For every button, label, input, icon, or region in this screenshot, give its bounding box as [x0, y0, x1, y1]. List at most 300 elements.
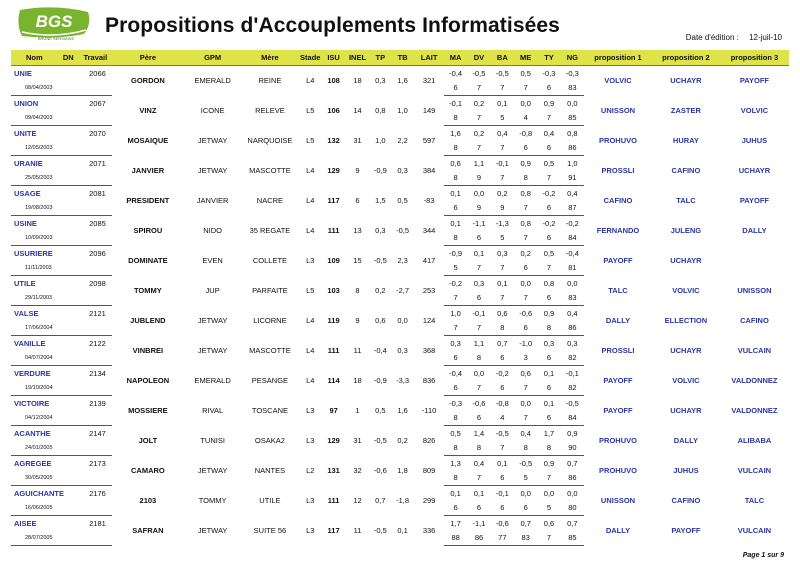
ba-score-cell: 7: [491, 440, 514, 456]
ba-score-cell: 7: [491, 170, 514, 186]
ma-value-cell: 1,7: [450, 518, 461, 528]
ng-value-cell: 0,0: [567, 488, 578, 498]
ba-score-cell: 7: [491, 140, 514, 156]
travail-cell: 2121: [89, 308, 106, 318]
proposition-3-cell: UNISSON: [737, 286, 772, 295]
lait-cell: 368: [422, 346, 436, 355]
travail-cell: 2139: [89, 398, 106, 408]
tb-cell: 0,3: [397, 346, 408, 355]
proposition-2-cell: UCHAYR: [670, 406, 702, 415]
edition-label: Date d'édition :: [685, 33, 739, 42]
dv-score-cell: 8: [467, 440, 490, 456]
ty-value-cell: -0,2: [542, 218, 556, 228]
tp-cell: -0,5: [373, 256, 387, 265]
col-header: DN: [58, 50, 79, 66]
ng-score-cell: 82: [561, 350, 584, 366]
mere-cell: PESANGE: [251, 376, 289, 385]
tb-cell: -3,3: [396, 376, 410, 385]
dv-score-cell: 9: [467, 170, 490, 186]
me-score-cell: 7: [514, 230, 537, 246]
dv-value-cell: 0,4: [473, 458, 485, 468]
proposition-2-cell: UCHAYR: [670, 76, 702, 86]
gpm-cell: JETWAY: [197, 316, 228, 325]
ba-value-cell: -0,6: [495, 518, 509, 528]
proposition-1-cell: FERNANDO: [596, 226, 640, 235]
inel-cell: 12: [353, 496, 362, 505]
col-header: ISU: [322, 50, 345, 66]
proposition-1-cell: DALLY: [605, 526, 631, 535]
proposition-3-cell: VOLVIC: [740, 106, 769, 115]
dv-value-cell: 0,3: [473, 278, 485, 288]
dv-value-cell: 1,1: [473, 338, 485, 348]
nom-cell: VALSE: [14, 308, 39, 318]
travail-cell: 2070: [89, 128, 106, 138]
pere-cell: MOSAIQUE: [127, 136, 169, 145]
ba-value-cell: -1,3: [495, 218, 509, 228]
ng-score-cell: 84: [561, 410, 584, 426]
stade-cell: L4: [306, 226, 315, 235]
nom-cell: UNITE: [14, 128, 37, 138]
proposition-1-cell: VOLVIC: [604, 76, 632, 86]
nom-cell: UNION: [14, 98, 39, 108]
ma-value-cell: -0,9: [449, 248, 463, 258]
me-value-cell: 0,8: [520, 188, 531, 198]
ty-score-cell: 7: [537, 170, 560, 186]
birth-date-cell: 10/09/2003: [11, 230, 112, 246]
travail-cell: 2176: [89, 488, 106, 498]
nom-cell: VERDURE: [14, 368, 51, 378]
inel-cell: 1: [355, 406, 360, 415]
ty-value-cell: 0,1: [543, 368, 555, 378]
me-value-cell: 0,7: [520, 518, 531, 528]
dv-score-cell: 7: [467, 80, 490, 96]
stade-cell: L4: [306, 166, 315, 175]
pere-cell: DOMINATE: [128, 256, 168, 265]
me-score-cell: 6: [514, 260, 537, 276]
pere-cell: JANVIER: [131, 166, 165, 175]
tp-cell: -0,9: [373, 166, 387, 175]
col-header: BA: [491, 50, 514, 66]
proposition-2-cell: JULENG: [670, 226, 702, 235]
col-header: MA: [444, 50, 467, 66]
inel-cell: 9: [355, 166, 360, 175]
stade-cell: L3: [306, 436, 315, 445]
dv-value-cell: -0,1: [472, 308, 486, 318]
ma-value-cell: 0,6: [450, 158, 461, 168]
pere-cell: CAMARO: [131, 466, 165, 475]
stade-cell: L4: [306, 376, 315, 385]
ty-score-cell: 7: [537, 470, 560, 486]
ng-value-cell: 1,0: [567, 158, 578, 168]
tp-cell: -0,5: [373, 436, 387, 445]
isu-cell: 103: [327, 286, 340, 295]
ty-value-cell: 0,9: [543, 308, 555, 318]
table-row: [11, 366, 789, 381]
dv-value-cell: 0,1: [473, 248, 485, 258]
ma-score-cell: 6: [444, 350, 467, 366]
table-row: [11, 456, 789, 471]
me-value-cell: 0,9: [520, 158, 531, 168]
pere-cell: NAPOLEON: [126, 376, 170, 385]
me-value-cell: 0,2: [520, 248, 531, 258]
me-value-cell: 0,4: [520, 428, 531, 438]
pere-cell: VINBREI: [132, 346, 164, 355]
pere-cell: TOMMY: [133, 286, 162, 295]
ba-score-cell: 6: [491, 470, 514, 486]
dv-value-cell: 0,0: [473, 188, 485, 198]
ma-score-cell: 6: [444, 380, 467, 396]
col-header: INEL: [345, 50, 369, 66]
ma-value-cell: 0,5: [450, 428, 461, 438]
nom-cell: URANIE: [14, 158, 43, 168]
isu-cell: 109: [327, 256, 340, 265]
ty-score-cell: 7: [537, 260, 560, 276]
mere-cell: NANTES: [254, 466, 286, 475]
ty-score-cell: 6: [537, 80, 560, 96]
ty-value-cell: 0,1: [543, 398, 555, 408]
ma-value-cell: -0,1: [449, 98, 463, 108]
mere-cell: OSAKA2: [254, 436, 285, 445]
ty-value-cell: 0,5: [543, 158, 555, 168]
lait-cell: 826: [422, 436, 436, 445]
col-header: TB: [391, 50, 414, 66]
gpm-cell: JETWAY: [197, 136, 228, 145]
table-body: [11, 66, 789, 546]
isu-cell: 131: [327, 466, 340, 475]
tb-cell: -2,7: [396, 286, 410, 295]
nom-cell: USAGE: [14, 188, 41, 198]
ng-value-cell: -0,3: [565, 68, 579, 78]
proposition-3-cell: VALDONNEZ: [731, 376, 778, 385]
ng-value-cell: 0,3: [567, 338, 578, 348]
ma-value-cell: 0,1: [450, 488, 461, 498]
proposition-2-cell: ELLECTION: [664, 316, 708, 325]
ma-value-cell: -0,4: [449, 368, 463, 378]
ty-score-cell: 6: [537, 200, 560, 216]
birth-date-cell: 16/06/2005: [11, 500, 112, 516]
proposition-2-cell: DALLY: [673, 436, 699, 445]
dv-value-cell: 0,2: [473, 98, 485, 108]
birth-date-cell: 19/10/2004: [11, 380, 112, 396]
tp-cell: 1,0: [375, 136, 386, 145]
table-row: [11, 276, 789, 291]
ty-score-cell: 6: [537, 350, 560, 366]
me-value-cell: -0,5: [519, 458, 533, 468]
gpm-cell: JUP: [205, 286, 220, 295]
proposition-2-cell: JUHUS: [673, 466, 699, 475]
dv-score-cell: 7: [467, 260, 490, 276]
dv-value-cell: -1,1: [472, 218, 486, 228]
pere-cell: JOLT: [138, 436, 158, 445]
stade-cell: L4: [306, 76, 315, 86]
table-row: [11, 396, 789, 411]
birth-date-cell: 09/04/2003: [11, 110, 112, 126]
gpm-cell: JETWAY: [197, 346, 228, 355]
proposition-1-cell: PROSSLI: [601, 166, 635, 175]
lait-cell: 344: [422, 226, 436, 235]
proposition-1-cell: PAYOFF: [603, 406, 633, 415]
stade-cell: L3: [306, 256, 315, 265]
proposition-1-cell: DALLY: [605, 316, 631, 325]
ba-score-cell: 4: [491, 410, 514, 426]
mere-cell: TOSCANE: [251, 406, 288, 415]
ba-value-cell: 0,1: [497, 98, 508, 108]
proposition-3-cell: PAYOFF: [739, 196, 770, 205]
gpm-cell: JETWAY: [197, 466, 228, 475]
proposition-2-cell: VOLVIC: [672, 376, 700, 385]
travail-cell: 2096: [89, 248, 106, 258]
ng-score-cell: 91: [561, 170, 584, 186]
table-row: [11, 156, 789, 171]
me-score-cell: 7: [514, 290, 537, 306]
ba-score-cell: 6: [491, 500, 514, 516]
travail-cell: 2173: [89, 458, 106, 468]
isu-cell: 129: [327, 166, 340, 175]
ba-value-cell: 0,6: [497, 308, 508, 318]
ma-value-cell: 1,6: [450, 128, 461, 138]
isu-cell: 111: [327, 226, 340, 235]
table-row: [11, 486, 789, 501]
ng-value-cell: -0,5: [565, 398, 579, 408]
dv-score-cell: 7: [467, 320, 490, 336]
lait-cell: 299: [422, 496, 436, 505]
me-value-cell: -0,8: [519, 128, 533, 138]
col-header: Père: [112, 50, 184, 66]
ng-score-cell: 86: [561, 320, 584, 336]
nom-cell: USURIERE: [14, 248, 53, 258]
ty-value-cell: 0,6: [543, 518, 555, 528]
lait-cell: 597: [422, 136, 436, 145]
travail-cell: 2134: [89, 368, 106, 378]
dv-value-cell: 1,4: [473, 428, 485, 438]
dv-value-cell: 0,0: [473, 368, 485, 378]
me-score-cell: 3: [514, 350, 537, 366]
table-row: [11, 336, 789, 351]
ng-value-cell: -0,4: [565, 248, 579, 258]
ng-score-cell: 83: [561, 290, 584, 306]
tb-cell: 2,3: [397, 256, 408, 265]
pere-cell: JUBLEND: [130, 316, 166, 325]
me-value-cell: -0,6: [519, 308, 533, 318]
ty-value-cell: 0,8: [543, 278, 555, 288]
ma-score-cell: 7: [444, 320, 467, 336]
ty-score-cell: 7: [537, 110, 560, 126]
ba-value-cell: 0,7: [497, 338, 508, 348]
table-row: [11, 516, 789, 531]
ba-score-cell: 5: [491, 230, 514, 246]
isu-cell: 117: [327, 526, 340, 535]
ba-value-cell: -0,8: [495, 398, 509, 408]
stade-cell: L4: [306, 346, 315, 355]
inel-cell: 31: [353, 136, 362, 145]
ng-value-cell: 0,0: [567, 278, 578, 288]
col-header: NG: [561, 50, 584, 66]
proposition-2-cell: UCHAYR: [670, 256, 702, 265]
lait-cell: 321: [422, 76, 436, 86]
tp-cell: 1,5: [375, 196, 386, 205]
lait-cell: 149: [422, 106, 436, 115]
ty-score-cell: 5: [537, 500, 560, 516]
ma-score-cell: 6: [444, 200, 467, 216]
proposition-3-cell: VULCAIN: [737, 466, 772, 475]
dv-score-cell: 7: [467, 380, 490, 396]
ty-value-cell: 0,3: [543, 338, 555, 348]
mere-cell: UTILE: [259, 496, 281, 505]
col-header: LAIT: [414, 50, 444, 66]
travail-cell: 2071: [89, 158, 106, 168]
col-header: Nom: [11, 50, 58, 66]
proposition-3-cell: PAYOFF: [739, 76, 770, 86]
me-score-cell: 7: [514, 380, 537, 396]
dv-score-cell: 7: [467, 110, 490, 126]
birth-date-cell: 12/05/2003: [11, 140, 112, 156]
ma-value-cell: 0,3: [450, 338, 461, 348]
dv-value-cell: 0,1: [473, 488, 485, 498]
gpm-cell: JETWAY: [197, 166, 228, 175]
birth-date-cell: 19/08/2003: [11, 200, 112, 216]
proposition-3-cell: VULCAIN: [737, 346, 772, 355]
ty-value-cell: 0,0: [543, 488, 555, 498]
col-header: DV: [467, 50, 490, 66]
gpm-cell: EMERALD: [194, 76, 231, 86]
stade-cell: L4: [306, 196, 315, 205]
ba-value-cell: 0,1: [497, 458, 508, 468]
birth-date-cell: 04/12/2004: [11, 410, 112, 426]
ng-value-cell: -0,2: [565, 218, 579, 228]
tp-cell: 0,3: [375, 226, 386, 235]
nom-cell: USINE: [14, 218, 37, 228]
me-score-cell: 8: [514, 440, 537, 456]
pere-cell: 2103: [139, 496, 157, 505]
ma-score-cell: 6: [444, 80, 467, 96]
inel-cell: 6: [355, 196, 360, 205]
gpm-cell: TUNISI: [200, 436, 225, 445]
tb-cell: 1,6: [397, 406, 408, 415]
mere-cell: MASCOTTE: [249, 166, 291, 175]
ma-score-cell: 8: [444, 170, 467, 186]
ng-score-cell: 85: [561, 110, 584, 126]
ty-score-cell: 6: [537, 230, 560, 246]
tb-cell: 1,8: [397, 466, 408, 475]
tb-cell: 0,3: [397, 166, 408, 175]
gpm-cell: TOMMY: [198, 496, 227, 505]
tp-cell: -0,5: [373, 526, 387, 535]
ng-value-cell: 0,7: [567, 458, 578, 468]
ba-score-cell: 6: [491, 350, 514, 366]
isu-cell: 111: [327, 346, 340, 355]
proposition-1-cell: TALC: [608, 286, 628, 295]
col-header: TP: [370, 50, 391, 66]
birth-date-cell: 08/04/2003: [11, 80, 112, 96]
inel-cell: 18: [353, 376, 362, 385]
ba-value-cell: 0,3: [497, 248, 508, 258]
me-score-cell: 7: [514, 200, 537, 216]
birth-date-cell: 29/11/2003: [11, 290, 112, 306]
tp-cell: 0,3: [375, 76, 386, 86]
ng-value-cell: 0,4: [567, 188, 578, 198]
me-score-cell: 7: [514, 80, 537, 96]
isu-cell: 129: [327, 436, 340, 445]
isu-cell: 132: [327, 136, 340, 145]
table-row: [11, 66, 789, 81]
nom-cell: ACANTHE: [14, 428, 51, 438]
ty-score-cell: 6: [537, 140, 560, 156]
ng-score-cell: 87: [561, 200, 584, 216]
proposition-2-cell: CAFINO: [671, 166, 701, 175]
travail-cell: 2098: [89, 278, 106, 288]
inel-cell: 14: [353, 106, 362, 115]
isu-cell: 108: [327, 76, 340, 86]
nom-cell: UTILE: [14, 278, 36, 288]
mere-cell: SUITE 56: [253, 526, 287, 535]
stade-cell: L5: [306, 136, 315, 145]
proposition-1-cell: PAYOFF: [603, 376, 633, 385]
mere-cell: NACRE: [256, 196, 284, 205]
ba-value-cell: 0,2: [497, 188, 508, 198]
inel-cell: 31: [353, 436, 362, 445]
nom-cell: AISEE: [14, 518, 37, 528]
ng-value-cell: 0,9: [567, 428, 578, 438]
travail-cell: 2085: [89, 218, 106, 228]
ma-score-cell: 8: [444, 230, 467, 246]
col-header: TY: [537, 50, 560, 66]
table-row: [11, 426, 789, 441]
ma-value-cell: 0,1: [450, 188, 461, 198]
birth-date-cell: 28/07/2005: [11, 530, 112, 546]
me-score-cell: 5: [514, 470, 537, 486]
proposition-2-cell: CAFINO: [671, 496, 701, 505]
dv-score-cell: 7: [467, 470, 490, 486]
ty-score-cell: 8: [537, 320, 560, 336]
dv-score-cell: 7: [467, 140, 490, 156]
ba-score-cell: 5: [491, 110, 514, 126]
col-header: proposition 3: [720, 50, 789, 66]
lait-cell: 417: [422, 256, 436, 265]
travail-cell: 2067: [89, 98, 106, 108]
proposition-2-cell: UCHAYR: [670, 346, 702, 355]
me-score-cell: 6: [514, 320, 537, 336]
me-value-cell: 0,0: [520, 278, 531, 288]
dv-value-cell: -0,5: [472, 68, 486, 78]
ty-score-cell: 6: [537, 380, 560, 396]
ma-value-cell: -0,4: [449, 68, 463, 78]
ba-value-cell: -0,5: [495, 68, 509, 78]
travail-cell: 2147: [89, 428, 106, 438]
me-value-cell: 0,0: [520, 98, 531, 108]
proposition-3-cell: JUHUS: [741, 136, 768, 145]
ba-value-cell: 0,1: [497, 278, 508, 288]
lait-cell: -110: [421, 406, 437, 415]
table-row: [11, 306, 789, 321]
travail-cell: 2181: [89, 518, 106, 528]
me-value-cell: 0,8: [520, 218, 531, 228]
page-number: Page 1 sur 9: [742, 552, 784, 559]
logo-subtext: BRUNE SERSIAISE: [37, 36, 75, 41]
ty-score-cell: 6: [537, 410, 560, 426]
mere-cell: LICORNE: [253, 316, 287, 325]
ty-value-cell: -0,3: [542, 68, 556, 78]
ba-score-cell: 7: [491, 80, 514, 96]
ng-value-cell: 0,8: [567, 128, 578, 138]
ba-score-cell: 6: [491, 380, 514, 396]
ng-score-cell: 86: [561, 140, 584, 156]
gpm-cell: RIVAL: [202, 406, 224, 415]
stade-cell: L3: [306, 406, 315, 415]
proposition-1-cell: PROSSLI: [601, 346, 635, 355]
lait-cell: 836: [422, 376, 436, 385]
col-header: Travail: [79, 50, 112, 66]
table-row: [11, 216, 789, 231]
